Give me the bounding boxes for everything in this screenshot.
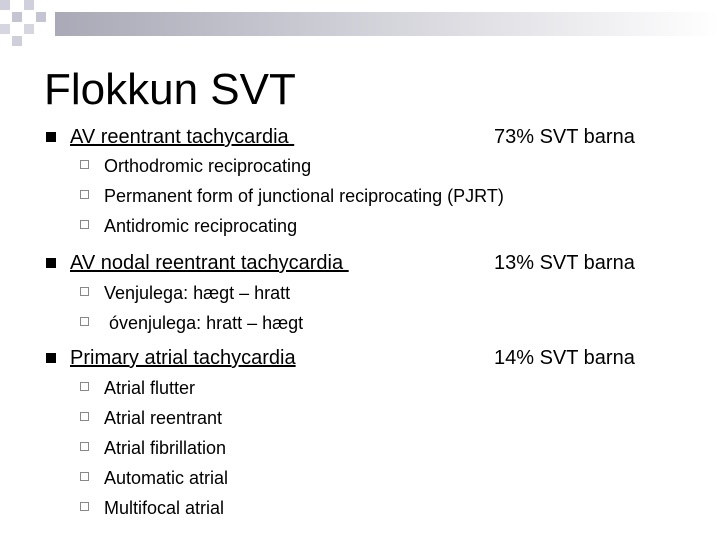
- section-label: AV reentrant tachycardia: [70, 126, 295, 148]
- square-bullet-icon: [46, 132, 56, 142]
- list-item-text: Antidromic reciprocating: [104, 216, 298, 236]
- hollow-square-bullet-icon: [80, 412, 89, 421]
- list-item: [0, 154, 720, 178]
- section-primary-atrial: [0, 344, 720, 372]
- square-bullet-icon: [46, 353, 56, 363]
- list-item: [0, 281, 720, 305]
- square-bullet-icon: [46, 258, 56, 268]
- list-item-text: Atrial reentrant: [104, 408, 223, 428]
- list-item: [0, 311, 720, 335]
- list-item-text: Orthodromic reciprocating: [104, 156, 312, 176]
- section-percent: 13% SVT barna: [494, 252, 635, 274]
- list-item: [0, 184, 720, 208]
- hollow-square-bullet-icon: [80, 317, 89, 326]
- section-label: Primary atrial tachycardia: [70, 347, 296, 369]
- list-item-text: óvenjulega: hratt – hægt: [104, 313, 304, 333]
- hollow-square-bullet-icon: [80, 442, 89, 451]
- list-item: [0, 436, 720, 460]
- section-percent: 73% SVT barna: [494, 126, 635, 148]
- list-item-text: Atrial fibrillation: [104, 438, 227, 458]
- list-item: [0, 496, 720, 520]
- slide-title: Flokkun SVT: [44, 65, 296, 114]
- list-item-text: Atrial flutter: [104, 378, 196, 398]
- hollow-square-bullet-icon: [80, 160, 89, 169]
- hollow-square-bullet-icon: [80, 287, 89, 296]
- list-item: [0, 406, 720, 430]
- hollow-square-bullet-icon: [80, 220, 89, 229]
- list-item-text: Venjulega: hægt – hratt: [104, 283, 291, 303]
- hollow-square-bullet-icon: [80, 472, 89, 481]
- list-item-text: Automatic atrial: [104, 468, 229, 488]
- section-av-reentrant: [0, 123, 720, 151]
- header-decoration: [0, 0, 720, 50]
- list-item: [0, 466, 720, 490]
- hollow-square-bullet-icon: [80, 502, 89, 511]
- hollow-square-bullet-icon: [80, 382, 89, 391]
- section-percent: 14% SVT barna: [494, 347, 635, 369]
- list-item: [0, 376, 720, 400]
- list-item-text: Multifocal atrial: [104, 498, 225, 518]
- list-item-text: Permanent form of junctional reciprocating (PJRT): [104, 186, 504, 206]
- list-item: [0, 214, 720, 238]
- hollow-square-bullet-icon: [80, 190, 89, 199]
- section-av-nodal: [0, 249, 720, 277]
- section-label: AV nodal reentrant tachycardia: [70, 252, 349, 274]
